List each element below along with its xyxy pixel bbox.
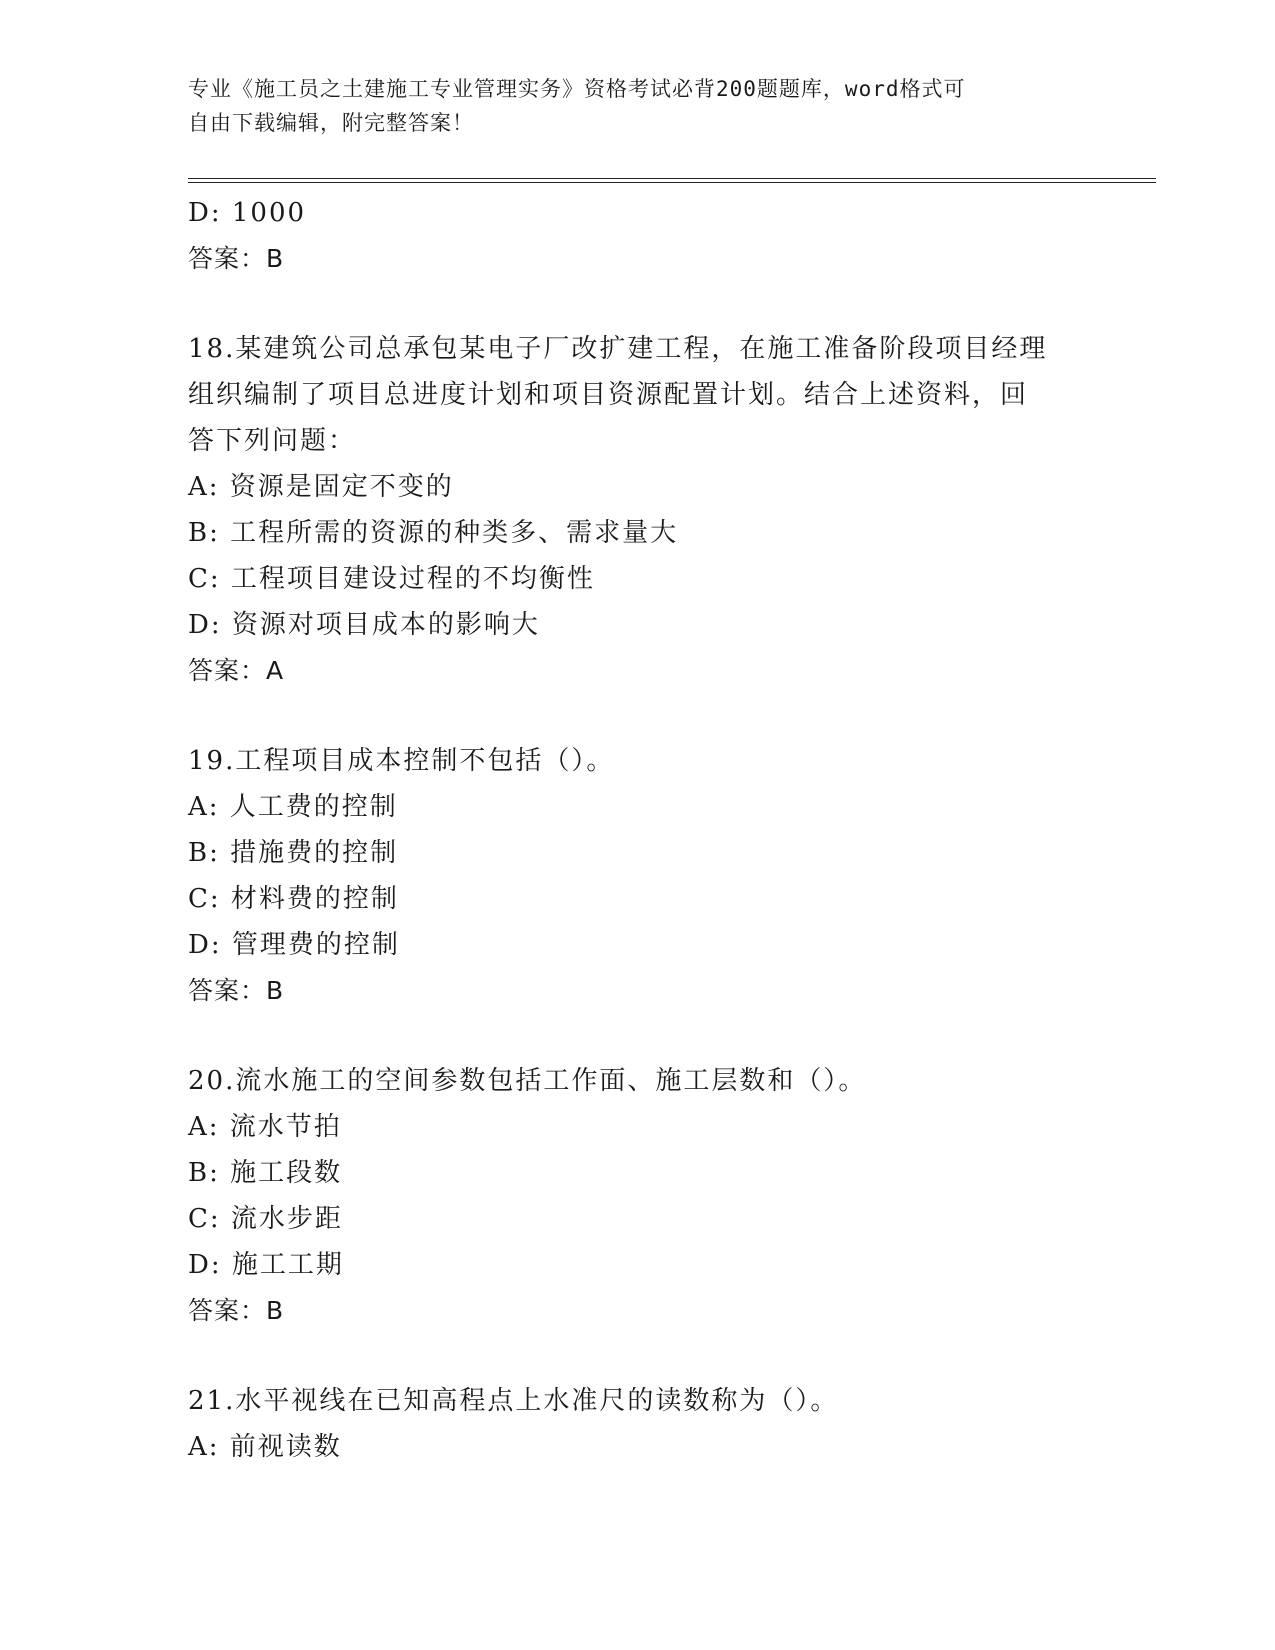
question-21 xyxy=(188,1378,1088,1470)
spacer xyxy=(188,1334,1088,1378)
question-18 xyxy=(188,326,1088,694)
header-double-rule xyxy=(188,178,1156,183)
option-d: D: 1000 xyxy=(188,198,307,228)
question-stem: 18.某建筑公司总承包某电子厂改扩建工程，在施工准备阶段项目经理 xyxy=(188,334,1048,364)
question-stem: 20.流水施工的空间参数包括工作面、施工层数和（）。 xyxy=(188,1066,867,1096)
page-header xyxy=(188,72,1088,140)
answer: 答案：B xyxy=(188,1296,285,1325)
question-stem: 组织编制了项目总进度计划和项目资源配置计划。结合上述资料，回 xyxy=(188,380,1029,410)
header-line-2: 自由下载编辑，附完整答案！ xyxy=(188,111,474,135)
option-a: A: 流水节拍 xyxy=(188,1112,342,1142)
answer: 答案：B xyxy=(188,976,285,1005)
question-stem: 答下列问题： xyxy=(188,426,357,456)
option-d: D: 管理费的控制 xyxy=(188,930,400,960)
header-line-1: 专业《施工员之土建施工专业管理实务》资格考试必背200题题库，word格式可 xyxy=(188,77,966,101)
option-c: C: 工程项目建设过程的不均衡性 xyxy=(188,564,595,594)
option-d: D: 施工工期 xyxy=(188,1250,344,1280)
option-a: A: 资源是固定不变的 xyxy=(188,472,454,502)
question-20 xyxy=(188,1058,1088,1334)
spacer xyxy=(188,694,1088,738)
question-stem: 19.工程项目成本控制不包括（）。 xyxy=(188,746,615,776)
option-a: A: 前视读数 xyxy=(188,1432,342,1462)
option-d: D: 资源对项目成本的影响大 xyxy=(188,610,540,640)
option-b: B: 施工段数 xyxy=(188,1158,343,1188)
option-b: B: 工程所需的资源的种类多、需求量大 xyxy=(188,518,679,548)
spacer xyxy=(188,282,1088,326)
spacer xyxy=(188,1014,1088,1058)
option-c: C: 材料费的控制 xyxy=(188,884,399,914)
option-b: B: 措施费的控制 xyxy=(188,838,399,868)
option-c: C: 流水步距 xyxy=(188,1204,343,1234)
answer: 答案：B xyxy=(188,244,285,273)
document-body xyxy=(188,190,1088,1470)
question-19 xyxy=(188,738,1088,1014)
answer: 答案：A xyxy=(188,656,285,685)
question-stem: 21.水平视线在已知高程点上水准尺的读数称为（）。 xyxy=(188,1386,839,1416)
option-a: A: 人工费的控制 xyxy=(188,792,398,822)
